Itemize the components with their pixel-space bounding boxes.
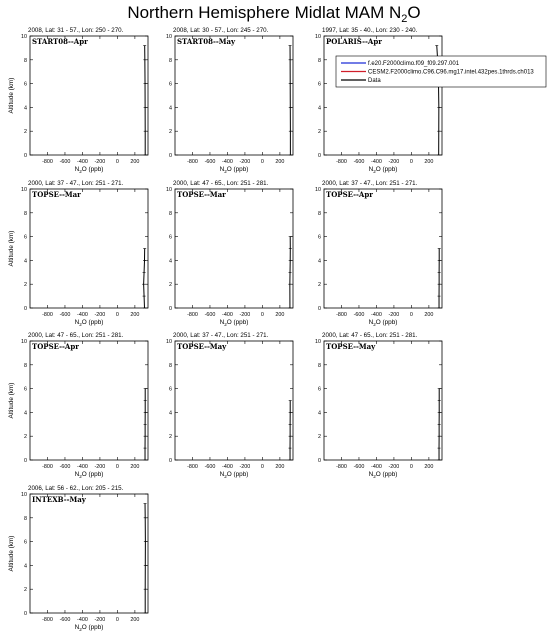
y-tick-label: 10 [315,187,321,193]
x-tick-label: -600 [59,159,71,165]
y-tick-label: 0 [169,153,172,159]
y-tick-label: 0 [169,306,172,312]
x-axis-label-subscript: 2 [79,169,82,174]
x-axis-label-subscript: 2 [79,474,82,479]
x-tick-label: -600 [59,464,71,470]
legend-label-2: CESM2.F2000climo.C96.C96.mg17.intel.432pes.1thrds.ch013 [368,69,534,76]
y-tick-label: 4 [24,105,27,112]
x-axis-label-part: N [368,319,374,326]
y-tick-label: 10 [166,187,172,193]
y-tick-label: 2 [169,434,172,441]
x-axis-label-part: N [219,471,225,478]
x-tick-label: -800 [336,159,347,165]
panel-info: 2006, Lat: 56 - 62., Lon: 205 - 215. [28,485,124,492]
x-tick-label: -200 [94,617,106,623]
x-tick-label: 0 [409,312,413,318]
panels [8,27,442,632]
y-tick-label: 6 [169,386,172,393]
x-tick-label: -400 [371,464,382,470]
x-axis-label-part: O (ppb) [81,319,104,326]
legend [336,56,546,87]
y-tick-label: 2 [169,129,172,136]
plot-frame [30,494,148,613]
y-tick-label: 10 [166,34,172,40]
y-tick-label: 8 [169,57,172,64]
y-tick-label: 6 [24,234,27,241]
y-axis-label: Altitude (km) [8,382,15,419]
plot-frame [30,341,148,460]
y-tick-label: 6 [169,81,172,88]
panel-2 [166,27,293,174]
panel-8 [166,332,293,479]
legend-label-3: Data [368,78,381,84]
y-tick-label: 0 [169,458,172,464]
panel-10 [8,485,148,632]
x-tick-label: 200 [275,159,285,165]
x-axis-label-part: N [219,166,225,173]
y-tick-label: 6 [24,386,27,393]
panel-info: 1997, Lat: 35 - 40., Lon: 230 - 240. [322,27,418,34]
legend-label-1: f.e20.F2000climo.f09_f09.297.001 [368,61,460,67]
y-tick-label: 6 [24,539,27,546]
y-tick-label: 4 [24,258,27,265]
x-tick-label: -600 [204,312,216,318]
y-axis-label: Altitude (km) [8,77,15,114]
y-tick-label: 2 [318,434,321,441]
x-axis-label-subscript: 2 [224,474,227,479]
y-tick-label: 8 [169,210,172,217]
y-tick-label: 8 [318,57,321,64]
x-axis-label-subscript: 2 [373,322,376,327]
x-tick-label: 0 [260,312,264,318]
x-tick-label: -200 [388,159,400,165]
figure-title-subscript: 2 [401,13,408,25]
x-tick-label: 200 [424,464,434,470]
y-tick-label: 8 [24,57,27,64]
x-tick-label: 200 [130,464,140,470]
x-tick-label: -200 [94,159,106,165]
x-axis-label [369,471,398,479]
x-tick-label: 200 [424,312,434,318]
x-tick-label: -200 [388,312,400,318]
x-tick-label: -800 [187,312,198,318]
figure-title-tail: O [407,3,421,22]
x-axis-label-part: O (ppb) [226,166,249,173]
figure-title [127,3,420,25]
x-tick-label: -200 [239,464,251,470]
x-tick-label: 0 [115,312,119,318]
campaign-label: TOPSE--Mar [177,190,226,199]
panel-info: 2008, Lat: 30 - 57., Lon: 245 - 270. [173,27,269,34]
x-axis-label-subscript: 2 [79,322,82,327]
x-tick-label: 200 [275,312,285,318]
x-tick-label: -600 [204,464,216,470]
x-axis-label-part: N [74,471,80,478]
y-tick-label: 10 [21,34,27,40]
campaign-label: TOPSE--May [326,342,376,351]
panel-4 [8,180,148,327]
panel-info: 2008, Lat: 31 - 57., Lon: 250 - 270. [28,27,124,34]
x-tick-label: -800 [336,312,347,318]
y-tick-label: 6 [169,234,172,241]
x-tick-label: -800 [42,312,53,318]
y-axis-label: Altitude (km) [8,535,15,572]
y-tick-label: 0 [24,611,27,617]
campaign-label: TOPSE--Mar [32,190,81,199]
x-tick-label: 0 [115,464,119,470]
x-tick-label: 200 [130,159,140,165]
y-tick-label: 6 [318,386,321,393]
x-axis-label-subscript: 2 [224,322,227,327]
plot-frame [175,36,293,155]
x-tick-label: 200 [130,617,140,623]
y-tick-label: 4 [24,563,27,570]
x-tick-label: -400 [77,159,88,165]
x-tick-label: -600 [353,312,365,318]
panel-9 [315,332,442,479]
campaign-label: INTEXB--May [32,495,86,504]
y-tick-label: 6 [318,234,321,241]
x-axis-label-part: N [74,166,80,173]
panel-info: 2000, Lat: 47 - 65., Lon: 251 - 281. [173,180,269,187]
y-axis-label: Altitude (km) [8,230,15,267]
campaign-label: POLARIS--Apr [326,37,382,46]
panel-6 [315,180,442,327]
x-tick-label: -400 [77,464,88,470]
x-tick-label: -400 [77,617,88,623]
y-tick-label: 4 [318,410,321,417]
x-tick-label: -400 [222,464,233,470]
y-tick-label: 10 [21,339,27,345]
x-axis-label-part: O (ppb) [375,319,398,326]
x-axis-label [369,319,398,327]
x-axis-label-part: O (ppb) [81,166,104,173]
x-tick-label: 200 [275,464,285,470]
x-tick-label: 0 [115,617,119,623]
y-tick-label: 4 [169,105,172,112]
y-tick-label: 0 [318,458,321,464]
plot-frame [324,189,442,308]
campaign-label: TOPSE--Apr [32,342,79,351]
x-axis-label [220,471,249,479]
campaign-label: START08--May [177,37,236,46]
data-series-line [145,46,146,155]
x-tick-label: 200 [424,159,434,165]
campaign-label: TOPSE--Apr [326,190,373,199]
y-tick-label: 0 [24,458,27,464]
x-axis-label-part: O (ppb) [81,471,104,478]
x-tick-label: -800 [187,159,198,165]
x-tick-label: -200 [94,464,106,470]
x-tick-label: -400 [371,159,382,165]
plot-frame [175,341,293,460]
plot-frame [175,189,293,308]
panel-1 [8,27,148,174]
x-axis-label-part: O (ppb) [226,471,249,478]
y-tick-label: 0 [318,306,321,312]
panel-5 [166,180,293,327]
x-tick-label: -600 [353,464,365,470]
y-tick-label: 4 [169,258,172,265]
x-tick-label: -200 [239,312,251,318]
x-axis-label [369,166,398,174]
campaign-label: START08--Apr [32,37,88,46]
y-tick-label: 8 [24,362,27,369]
x-tick-label: -800 [336,464,347,470]
panel-7 [8,332,148,479]
x-tick-label: -200 [388,464,400,470]
y-tick-label: 4 [169,410,172,417]
x-tick-label: 0 [260,159,264,165]
y-tick-label: 0 [24,153,27,159]
x-axis-label-subscript: 2 [79,627,82,632]
panel-info: 2000, Lat: 37 - 47., Lon: 251 - 271. [322,180,418,187]
x-tick-label: 200 [130,312,140,318]
y-tick-label: 8 [24,210,27,217]
x-tick-label: -200 [94,312,106,318]
plot-frame [30,36,148,155]
y-tick-label: 0 [24,306,27,312]
y-tick-label: 10 [21,492,27,498]
y-tick-label: 2 [318,129,321,136]
x-axis-label [75,166,104,174]
y-tick-label: 10 [166,339,172,345]
x-axis-label [220,166,249,174]
y-tick-label: 2 [24,282,27,289]
plot-frame [324,36,442,155]
y-tick-label: 8 [169,362,172,369]
x-tick-label: -800 [42,617,53,623]
x-axis-label [220,319,249,327]
x-axis-label-subscript: 2 [224,169,227,174]
figure-title-main: Northern Hemisphere Midlat MAM N [127,3,402,22]
campaign-label: TOPSE--May [177,342,227,351]
x-tick-label: -800 [42,464,53,470]
x-tick-label: -800 [187,464,198,470]
y-tick-label: 2 [24,434,27,441]
panel-info: 2000, Lat: 47 - 65., Lon: 251 - 281. [322,332,418,339]
x-tick-label: -800 [42,159,53,165]
x-tick-label: 0 [409,159,413,165]
panel-3 [315,27,442,174]
y-tick-label: 2 [318,282,321,289]
y-tick-label: 8 [318,362,321,369]
x-tick-label: -400 [77,312,88,318]
x-tick-label: -600 [204,159,216,165]
y-tick-label: 8 [318,210,321,217]
panel-info: 2000, Lat: 37 - 47., Lon: 251 - 271. [28,180,124,187]
x-tick-label: 0 [409,464,413,470]
panel-info: 2000, Lat: 47 - 65., Lon: 251 - 281. [28,332,124,339]
y-tick-label: 2 [24,129,27,136]
data-series-line [144,249,145,309]
plot-frame [30,189,148,308]
y-tick-label: 0 [318,153,321,159]
y-tick-label: 10 [315,339,321,345]
x-axis-label-part: N [368,166,374,173]
y-tick-label: 10 [21,187,27,193]
x-axis-label-part: N [74,624,80,631]
plot-frame [324,341,442,460]
y-tick-label: 8 [24,515,27,522]
x-tick-label: -200 [239,159,251,165]
y-tick-label: 10 [315,34,321,40]
y-tick-label: 6 [318,81,321,88]
y-tick-label: 4 [24,410,27,417]
x-tick-label: 0 [260,464,264,470]
panel-info: 2000, Lat: 37 - 47., Lon: 251 - 271. [173,332,269,339]
x-axis-label-part: O (ppb) [81,624,104,631]
x-axis-label-subscript: 2 [373,474,376,479]
x-tick-label: -400 [371,312,382,318]
x-axis-label-part: N [74,319,80,326]
x-tick-label: -600 [59,617,71,623]
x-axis-label-part: O (ppb) [375,471,398,478]
y-tick-label: 2 [169,282,172,289]
x-axis-label [75,471,104,479]
x-axis-label-part: N [219,319,225,326]
x-tick-label: -600 [59,312,71,318]
y-tick-label: 4 [318,258,321,265]
x-tick-label: -400 [222,312,233,318]
x-axis-label-part: N [368,471,374,478]
x-tick-label: 0 [115,159,119,165]
y-tick-label: 2 [24,587,27,594]
x-axis-label-part: O (ppb) [226,319,249,326]
x-axis-label [75,319,104,327]
x-axis-label-subscript: 2 [373,169,376,174]
x-tick-label: -600 [353,159,365,165]
x-axis-label [75,624,104,632]
y-tick-label: 6 [24,81,27,88]
y-tick-label: 4 [318,105,321,112]
x-tick-label: -400 [222,159,233,165]
x-axis-label-part: O (ppb) [375,166,398,173]
